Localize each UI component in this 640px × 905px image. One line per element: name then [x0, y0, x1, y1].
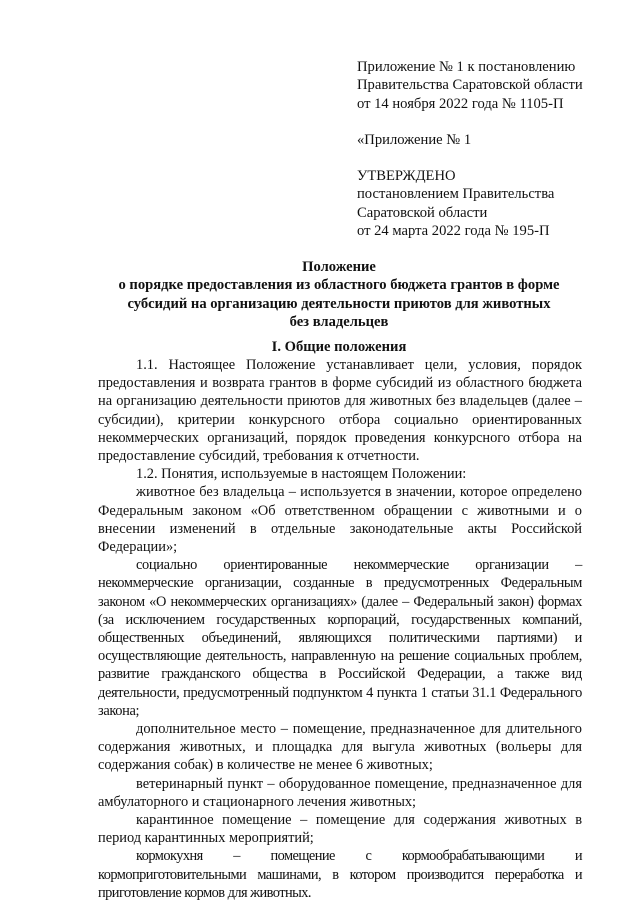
title-line: без владельцев: [289, 314, 389, 331]
paragraph: дополнительное место – помещение, предназначенное для длительного содержания животных, и площадка для выгула животных (вольеры для содержания собак) в количестве не менее 6 животных;: [98, 721, 582, 774]
paragraph: ветеринарный пункт – оборудованное помещение, предназначенное для амбулаторного и стационарного лечения животных;: [98, 775, 582, 810]
approved-line: постановлением Правительства: [357, 186, 555, 203]
spacer: [357, 149, 617, 167]
appendix-line: Приложение № 1 к постановлению: [357, 59, 576, 75]
section-heading: I. Общие положения: [271, 339, 407, 355]
paragraph: 1.2. Понятия, используемые в настоящем Положении:: [136, 466, 467, 483]
paragraph: 1.1. Настоящее Положение устанавливает цели, условия, порядок предоставления и возврата грантов в форме субсидий из областного бюджета на организацию деятельности приютов для животных без владельцев (далее – субсидии), критерии конкурсного отбора социально ориентированных некоммерческих организаций, порядок проведения конкурсного отбора на предоставление субсидий, требования к отчетности.: [98, 357, 582, 465]
appendix-line: от 14 ноября 2022 года № 1105-П: [357, 95, 564, 112]
spacer: [357, 113, 617, 131]
document-title: [96, 258, 582, 332]
title-line: Положение: [302, 259, 376, 275]
approved-line: от 24 марта 2022 года № 195-П: [357, 223, 550, 240]
title-line: о порядке предоставления из областного бюджета грантов в форме: [118, 277, 560, 294]
body-text: [98, 356, 582, 902]
paragraph: социально ориентированные некоммерческие организации – некоммерческие организации, созданные в предусмотренных Федеральным законом «О некоммерческих организациях» (далее – Федеральный закон) формах (за исключением государственных корпораций, государственных компаний, общественных объединений, являющихся политическими партиями) и осуществляющие деятельность, направленную на решение социальных проблем, развитие гражданского общества в Российской Федерации, а также вид деятельности, предусмотренный подпунктом 4 пункта 1 статьи 31.1 Федерального закона;: [98, 557, 582, 719]
paragraph: кормокухня – помещение с кормообрабатывающими и кормоприготовительными машинами, в котором производится переработка и приготовление кормов для животных.: [98, 848, 582, 901]
approved-line: Саратовской области: [357, 204, 488, 221]
appendix-line: Правительства Саратовской области: [357, 77, 583, 94]
approval-header: [357, 58, 617, 240]
title-line: субсидий на организацию деятельности приютов для животных: [127, 295, 551, 312]
paragraph: животное без владельца – используется в значении, которое определено Федеральным законом «Об ответственном обращении с животными и о внесении изменений в отдельные законодательные акты Российской Федерации»;: [98, 484, 582, 556]
appendix-reference: «Приложение № 1: [357, 131, 472, 148]
paragraph: карантинное помещение – помещение для содержания животных в период карантинных мероприятий;: [98, 812, 582, 847]
approved-label: УТВЕРЖДЕНО: [357, 168, 456, 185]
